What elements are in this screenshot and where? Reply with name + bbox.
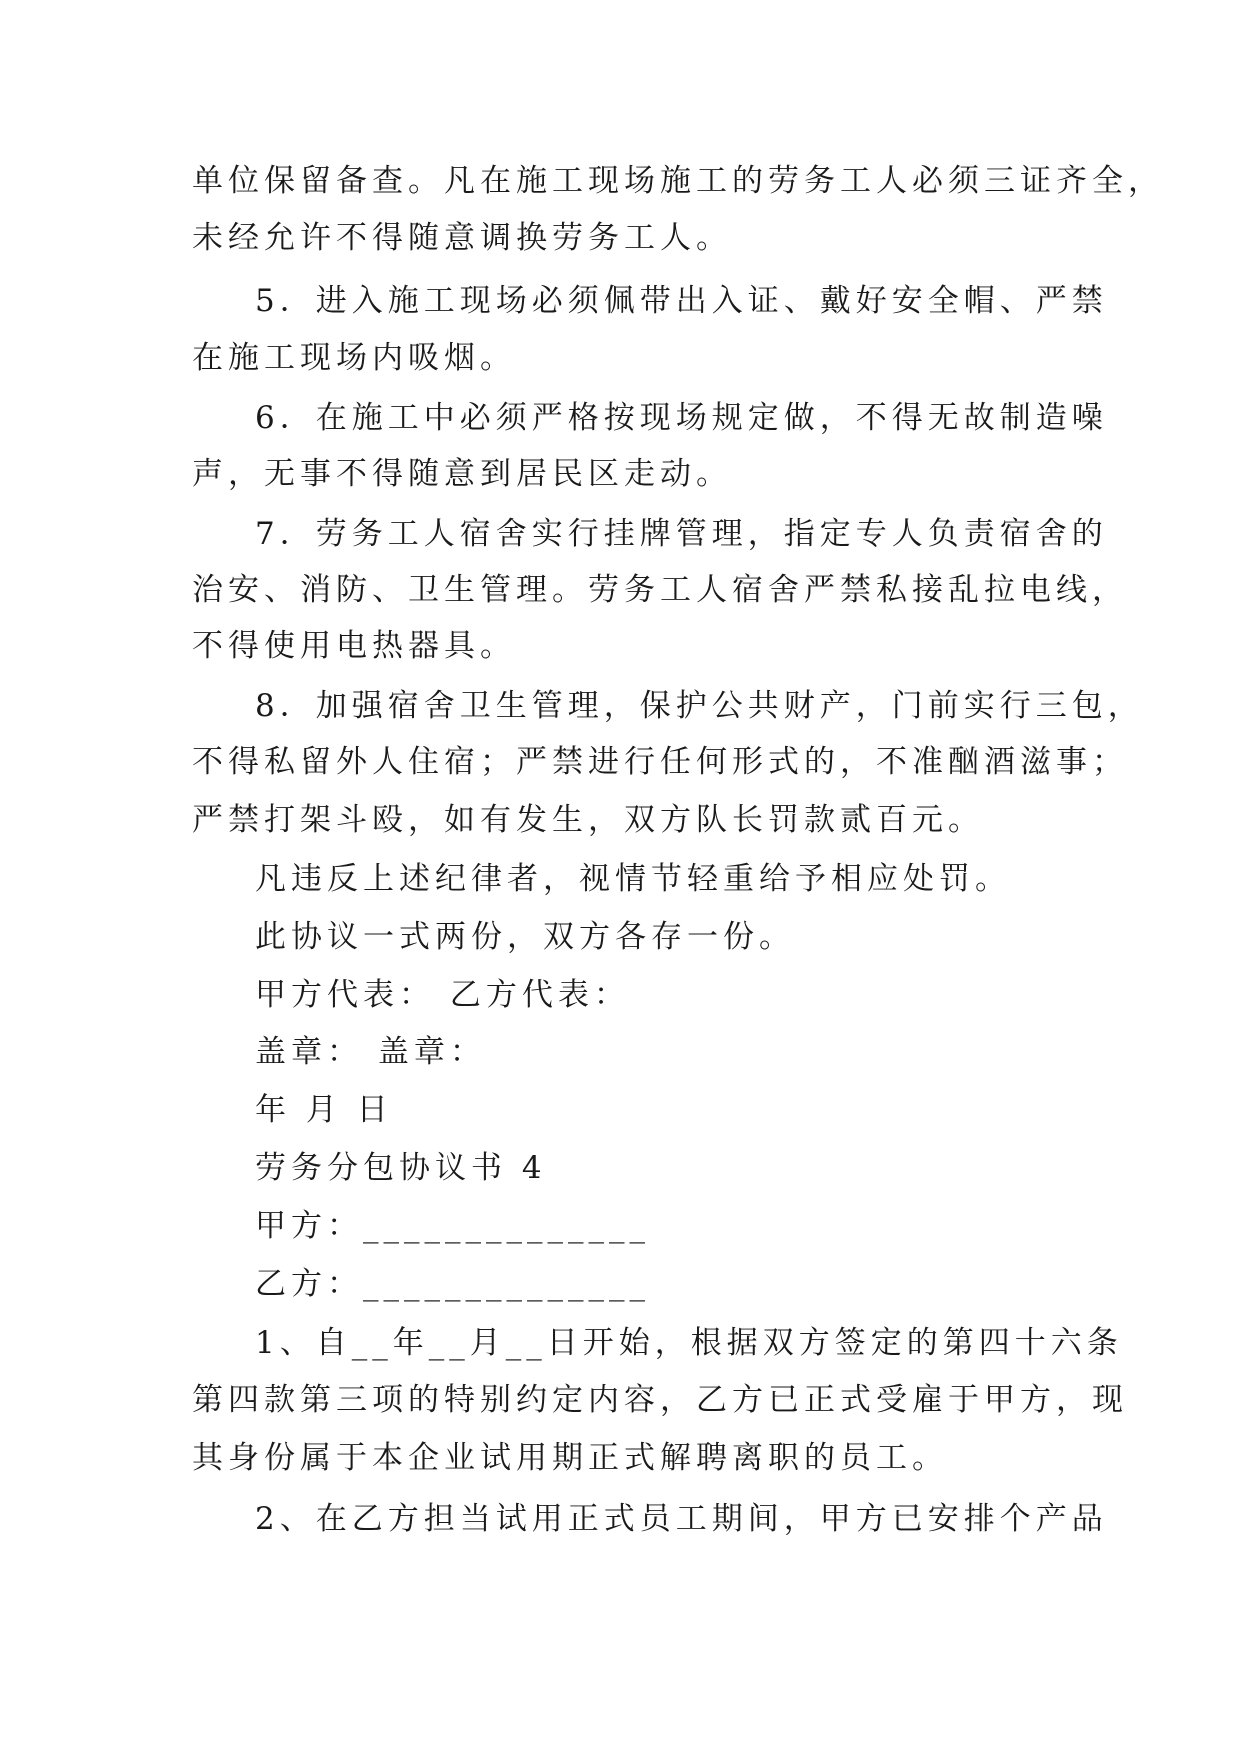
text-line: 严禁打架斗殴，如有发生，双方队长罚款贰百元。 <box>192 802 984 838</box>
text-line: 其身份属于本企业试用期正式解聘离职的员工。 <box>192 1440 948 1476</box>
text-line: 8．加强宿舍卫生管理，保护公共财产，门前实行三包， <box>255 688 1144 724</box>
text-line: 6．在施工中必须严格按现场规定做，不得无故制造噪 <box>255 400 1108 436</box>
text-line: 不得私留外人住宿；严禁进行任何形式的，不准酗酒滋事； <box>192 744 1128 780</box>
text-line: 1、自__年__月__日开始，根据双方签定的第四十六条 <box>255 1325 1123 1361</box>
text-line: 未经允许不得随意调换劳务工人。 <box>192 220 732 256</box>
text-line: 声，无事不得随意到居民区走动。 <box>192 456 732 492</box>
signature-parties: 甲方代表： 乙方代表： <box>255 977 630 1013</box>
text-line: 5．进入施工现场必须佩带出入证、戴好安全帽、严禁 <box>255 283 1108 319</box>
party-a-field: 甲方：______________ <box>255 1208 650 1244</box>
party-b-field: 乙方：______________ <box>255 1266 650 1302</box>
text-line: 单位保留备查。凡在施工现场施工的劳务工人必须三证齐全， <box>192 163 1164 199</box>
text-line: 不得使用电热器具。 <box>192 628 516 664</box>
text-line: 7．劳务工人宿舍实行挂牌管理，指定专人负责宿舍的 <box>255 516 1108 552</box>
text-line: 此协议一式两份，双方各存一份。 <box>255 919 795 955</box>
section-title: 劳务分包协议书 4 <box>255 1150 547 1186</box>
text-line: 2、在乙方担当试用正式员工期间，甲方已安排个产品 <box>255 1501 1108 1537</box>
text-line: 在施工现场内吸烟。 <box>192 340 516 376</box>
text-line: 第四款第三项的特别约定内容，乙方已正式受雇于甲方，现 <box>192 1382 1128 1418</box>
text-line: 治安、消防、卫生管理。劳务工人宿舍严禁私接乱拉电线， <box>192 572 1128 608</box>
signature-seals: 盖章： 盖章： <box>255 1034 486 1070</box>
signature-date: 年 月 日 <box>255 1092 393 1128</box>
text-line: 凡违反上述纪律者，视情节轻重给予相应处罚。 <box>255 861 1011 897</box>
